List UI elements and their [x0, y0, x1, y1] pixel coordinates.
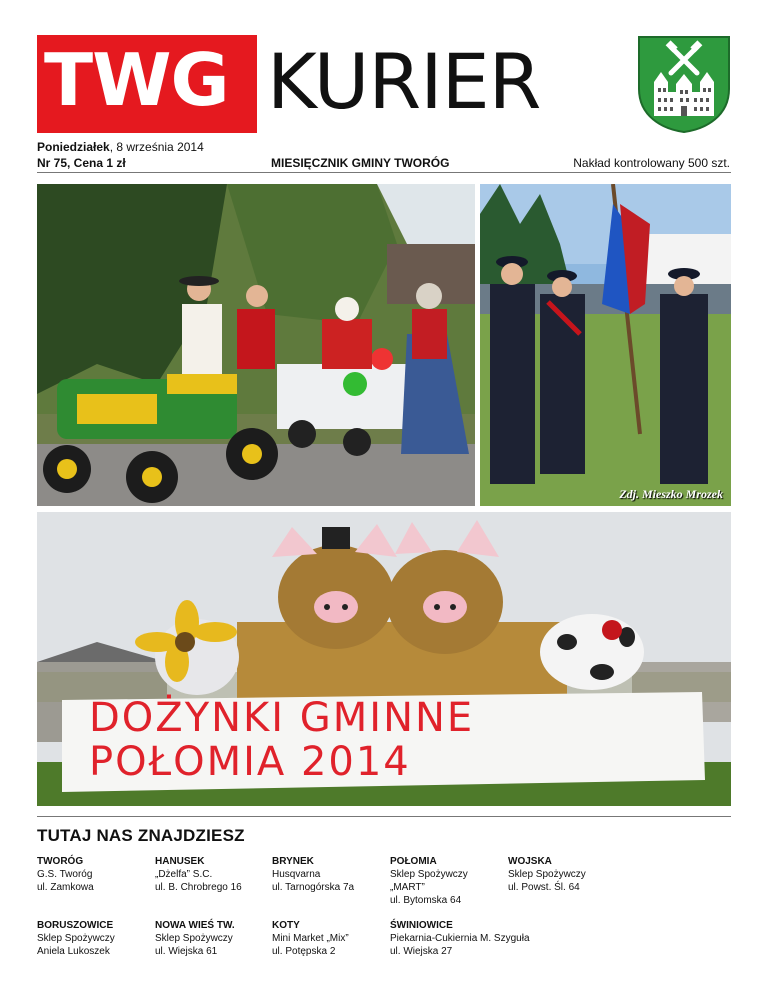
- location-line: Aniela Lukoszek: [37, 946, 110, 957]
- issue-number: Nr 75, Cena 1 zł: [37, 156, 126, 170]
- location-line: Sklep Spożywczy: [508, 869, 586, 880]
- logo-kurier: KURIER: [267, 37, 541, 126]
- issue-day: Poniedziałek: [37, 140, 110, 154]
- photo-firefighters: [480, 184, 731, 506]
- location-heading: POŁOMIA: [390, 856, 437, 867]
- location-koty: [272, 919, 349, 958]
- location-boruszowice: [37, 919, 115, 958]
- location-line: Piekarnia-Cukiernia M. Szyguła: [390, 933, 530, 944]
- location-heading: TWORÓG: [37, 856, 84, 867]
- location-line: ul. B. Chrobrego 16: [155, 882, 242, 893]
- location-line: G.S. Tworóg: [37, 869, 93, 880]
- location-line: Husqvarna: [272, 869, 321, 880]
- issue-date: [37, 140, 204, 154]
- photo-tractor-parade: [37, 184, 475, 506]
- photo-credit: Zdj. Mieszko Mrozek: [619, 487, 723, 501]
- location-line: ul. Wiejska 27: [390, 946, 453, 957]
- location-polomia: [390, 855, 468, 907]
- location-heading: ŚWINIOWICE: [390, 920, 453, 931]
- banner-line-1: DOŻYNKI GMINNE: [89, 695, 475, 741]
- location-wojska: [508, 855, 586, 894]
- location-line: Sklep Spożywczy: [155, 933, 233, 944]
- logo-twg: TWG: [44, 38, 229, 122]
- photo-harvest-display: [37, 512, 731, 806]
- masthead-rule: [37, 172, 731, 173]
- location-line: ul. Potępska 2: [272, 946, 336, 957]
- location-line: ul. Bytomska 64: [390, 895, 462, 906]
- section-rule: [37, 816, 731, 817]
- location-line: ul. Tarnogórska 7a: [272, 882, 355, 893]
- locations-title: TUTAJ NAS ZNAJDZIESZ: [37, 826, 245, 845]
- location-heading: HANUSEK: [155, 856, 205, 867]
- banner-text: [89, 696, 689, 784]
- location-heading: WOJSKA: [508, 856, 552, 867]
- location-heading: NOWA WIEŚ TW.: [155, 920, 235, 931]
- coat-of-arms-icon: [636, 34, 732, 134]
- location-line: ul. Zamkowa: [37, 882, 94, 893]
- location-heading: BORUSZOWICE: [37, 920, 114, 931]
- location-line: „MART”: [390, 882, 425, 893]
- location-swiniowice: [390, 919, 530, 958]
- location-brynek: [272, 855, 354, 894]
- banner-line-2: POŁOMIA 2014: [89, 739, 411, 785]
- circulation-note: Nakład kontrolowany 500 szt.: [573, 156, 730, 170]
- location-line: Sklep Spożywczy: [390, 869, 468, 880]
- location-line: ul. Powst. Śl. 64: [508, 882, 580, 893]
- issue-date-text: , 8 września 2014: [109, 140, 204, 154]
- publication-subtitle: MIESIĘCZNIK GMINY TWORÓG: [271, 156, 450, 170]
- location-line: Mini Market „Mix”: [272, 933, 349, 944]
- location-heading: KOTY: [272, 920, 300, 931]
- location-line: ul. Wiejska 61: [155, 946, 218, 957]
- location-nowa-wies: [155, 919, 235, 958]
- location-line: „Dżelfa” S.C.: [155, 869, 213, 880]
- location-tworog: [37, 855, 94, 894]
- location-line: Sklep Spożywczy: [37, 933, 115, 944]
- location-hanusek: [155, 855, 242, 894]
- location-heading: BRYNEK: [272, 856, 314, 867]
